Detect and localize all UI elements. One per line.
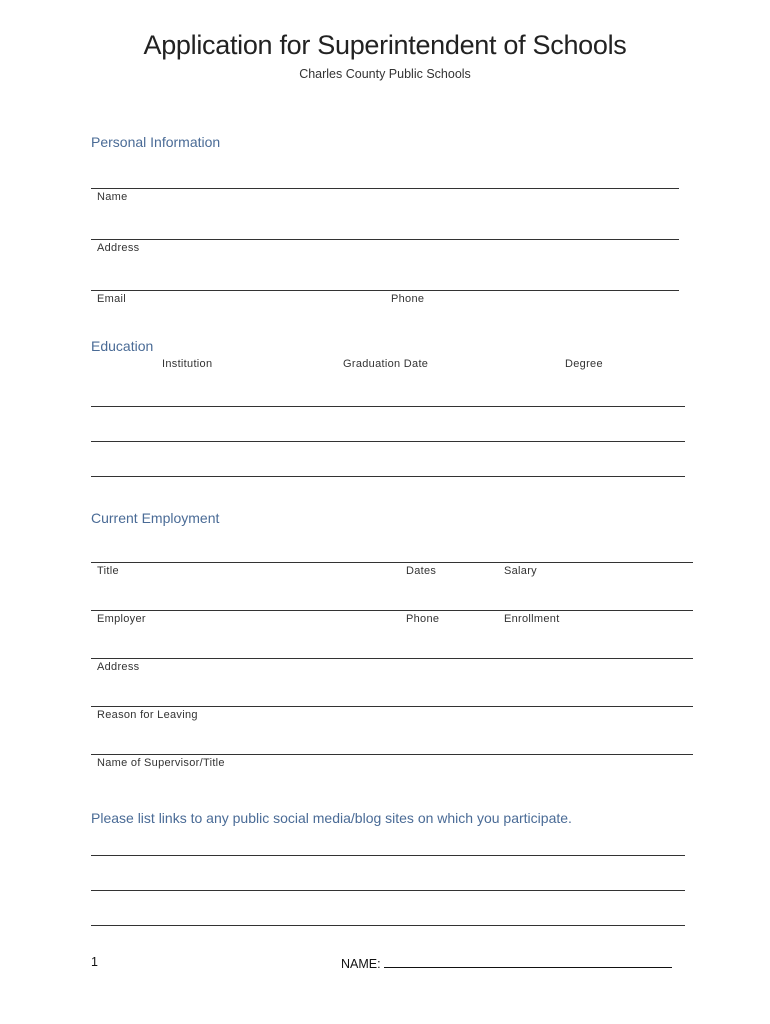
employment-heading: Current Employment [91, 510, 220, 526]
education-col-institution: Institution [162, 358, 213, 370]
salary-label: Salary [504, 565, 537, 577]
social-link-line[interactable] [91, 925, 685, 926]
title-field-line[interactable] [91, 562, 693, 563]
supervisor-label: Name of Supervisor/Title [97, 757, 225, 769]
footer-name-label: NAME: [341, 957, 381, 971]
form-subtitle: Charles County Public Schools [299, 67, 471, 81]
employer-phone-label: Phone [406, 613, 440, 625]
footer-name-line[interactable] [384, 955, 672, 968]
employer-address-label: Address [97, 661, 140, 673]
education-col-graduation-date: Graduation Date [343, 358, 429, 370]
address-label: Address [97, 242, 140, 254]
employer-address-field-line[interactable] [91, 658, 693, 659]
email-phone-field-line[interactable] [91, 290, 679, 291]
form-title: Application for Superintendent of Schools [143, 30, 627, 60]
social-media-heading: Please list links to any public social media/blog sites on which you participate. [91, 810, 572, 826]
footer-name [341, 955, 672, 971]
name-label: Name [97, 191, 128, 203]
reason-field-line[interactable] [91, 706, 693, 707]
name-field-line[interactable] [91, 188, 679, 189]
social-link-line[interactable] [91, 890, 685, 891]
phone-label: Phone [391, 293, 425, 305]
title-label: Title [97, 565, 119, 577]
dates-label: Dates [406, 565, 437, 577]
social-link-line[interactable] [91, 855, 685, 856]
education-col-degree: Degree [565, 358, 603, 370]
education-heading: Education [91, 338, 154, 354]
enrollment-label: Enrollment [504, 613, 560, 625]
email-label: Email [97, 293, 127, 305]
education-row-line[interactable] [91, 476, 685, 477]
supervisor-field-line[interactable] [91, 754, 693, 755]
education-row-line[interactable] [91, 406, 685, 407]
education-row-line[interactable] [91, 441, 685, 442]
employer-label: Employer [97, 613, 146, 625]
employer-field-line[interactable] [91, 610, 693, 611]
reason-label: Reason for Leaving [97, 709, 198, 721]
address-field-line[interactable] [91, 239, 679, 240]
personal-info-heading: Personal Information [91, 134, 221, 150]
page-number: 1 [91, 955, 98, 969]
